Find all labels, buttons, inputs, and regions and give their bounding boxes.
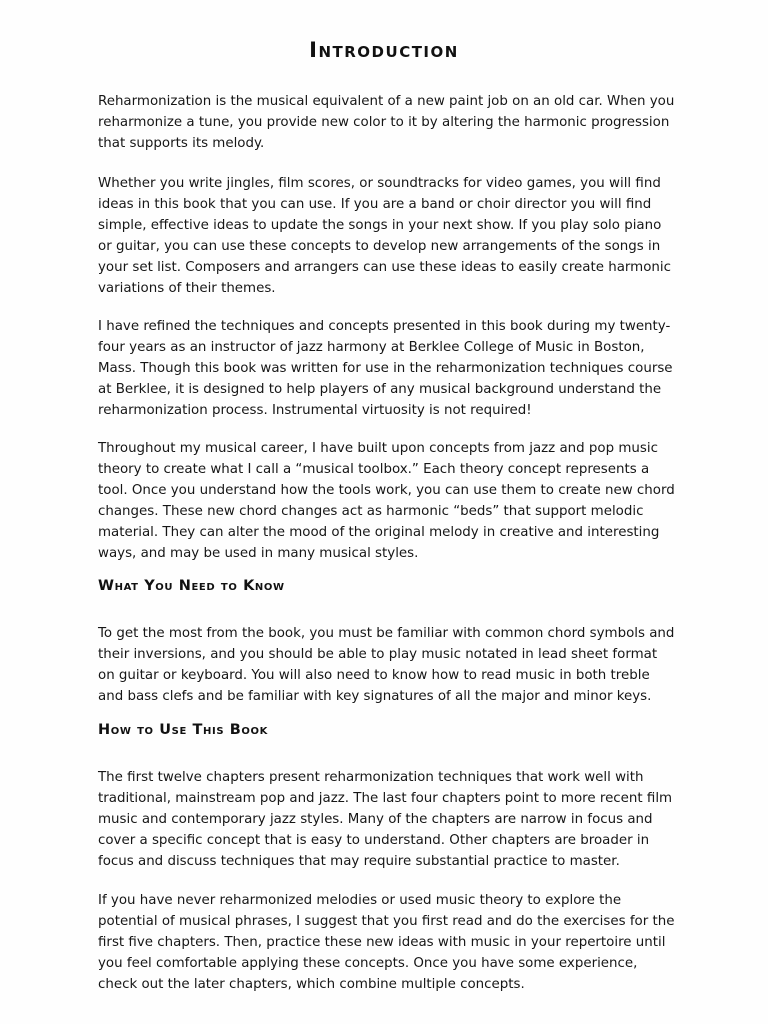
intro-paragraph-3: I have refined the techniques and concepts presented in this book during my twenty-four years as an instructor of jazz harmony at Berklee College of Music in Boston, Mass. Though this book was written for use in the reharmonization techniques course at Berklee, it is designed to help players of any musical background understand the reharmonization process. Instrumental virtuosity is not required! — [98, 319, 673, 418]
section-1-paragraph-1: To get the most from the book, you must be familiar with common chord symbols and their inversions, and you should be able to play music notated in lead sheet format on guitar or keyboard. You will also need to know how to read music in both treble and bass clefs and be familiar with key signatures of all the major and minor keys. — [98, 626, 675, 704]
intro-paragraph-1: Reharmonization is the musical equivalent of a new paint job on an old car. When you reharmonize a tune, you provide new color to it by altering the harmonic progression that supports its melody. — [98, 94, 675, 151]
section-2-paragraph-1: The first twelve chapters present reharmonization techniques that work well with traditional, mainstream pop and jazz. The last four chapters point to more recent film music and contemporary jazz styles. Many of the chapters are narrow in focus and cover a specific concept that is easy to understand. Other chapters are broader in focus and discuss techniques that may require substantial practice to master. — [98, 770, 673, 869]
intro-paragraph-4: Throughout my musical career, I have built upon concepts from jazz and pop music theory to create what I call a “musical toolbox.” Each theory concept represents a tool. Once you understand how the tools work, you can use them to create new chord changes. These new chord changes act as harmonic “beds” that support melodic material. They can alter the mood of the original melody in creative and interesting ways, and may be used in many musical styles. — [98, 441, 675, 561]
intro-paragraph-2: Whether you write jingles, film scores, or soundtracks for video games, you will find ideas in this book that you can use. If you are a band or choir director you will find simple, effective ideas to update the songs in your next show. If you play solo piano or guitar, you can use these concepts to develop new arrangements of the songs in your set list. Composers and arrangers can use these ideas to easily create harmonic variations of their themes. — [98, 176, 671, 296]
section-heading-what-you-need-to-know: What You Need to Know — [98, 578, 285, 594]
page-title: Introduction — [309, 38, 459, 62]
section-heading-how-to-use-this-book: How to Use This Book — [98, 722, 268, 738]
section-2-paragraph-2: If you have never reharmonized melodies or used music theory to explore the potential of musical phrases, I suggest that you first read and do the exercises for the first five chapters. Then, practice these new ideas with music in your repertoire until you feel comfortable applying these concepts. Once you have some experience, check out the later chapters, which combine multiple concepts. — [98, 893, 675, 992]
